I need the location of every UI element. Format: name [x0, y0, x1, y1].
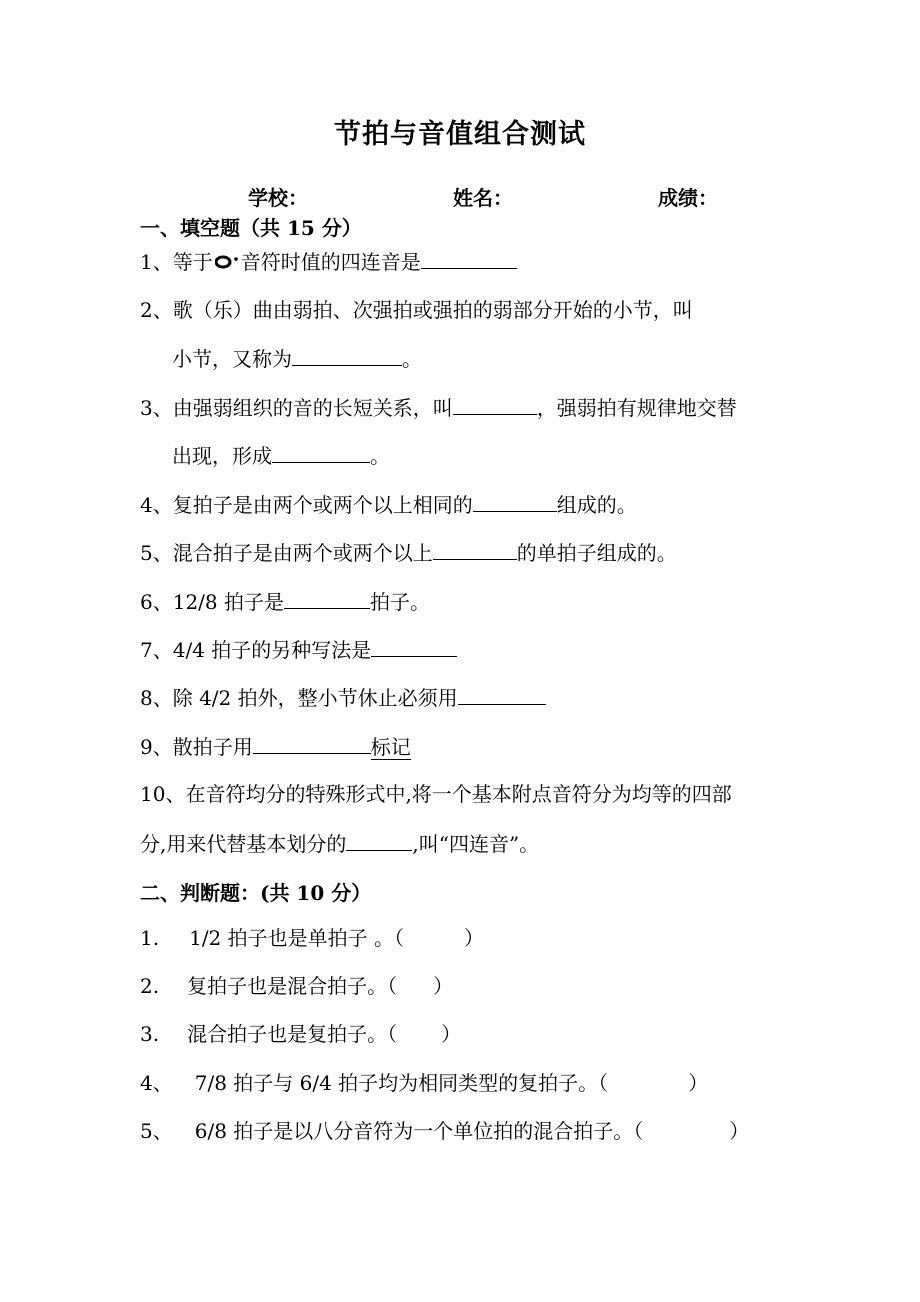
q5-text-before: 5、混合拍子是由两个或两个以上: [140, 541, 433, 565]
dotted-whole-note-icon: [213, 251, 241, 271]
question-7: [140, 636, 457, 663]
section1-heading: 一、填空题（共 15 分）: [140, 216, 362, 240]
question-9: [140, 733, 411, 760]
q3-line2-after: 。: [370, 444, 390, 468]
judge-item-1: [140, 925, 484, 951]
question-2-line2: [172, 345, 422, 372]
q3-text-before: 3、由强弱组织的音的长短关系，叫: [140, 396, 453, 420]
judge-item-close: ）: [688, 1071, 709, 1095]
question-6: [140, 588, 430, 615]
judge-item-text: 7/8 拍子与 6/4 拍子均为相同类型的复拍子。（: [194, 1071, 609, 1095]
q9-answer-blank[interactable]: [253, 733, 371, 754]
judge-item-close: ）: [729, 1119, 750, 1143]
q4-text-before: 4、复拍子是由两个或两个以上相同的: [140, 493, 473, 517]
judge-item-number: 2.: [140, 974, 160, 998]
q8-text-before: 8、除 4/2 拍外，整小节休止必须用: [140, 686, 458, 710]
q10-answer-blank[interactable]: [346, 830, 412, 851]
judge-item-text: 复拍子也是混合拍子。（: [187, 974, 398, 998]
question-8: [140, 684, 546, 711]
q2-text-before: 小节，又称为: [172, 347, 292, 371]
q10-text-before: 分,用来代替基本划分的: [140, 832, 347, 856]
school-label: 学校：: [248, 186, 308, 210]
judge-item-number: 5、: [140, 1119, 173, 1143]
q8-answer-blank[interactable]: [458, 684, 546, 705]
name-label: 姓名：: [453, 186, 513, 210]
judge-item-5: [140, 1118, 749, 1144]
q9-text-before: 9、散拍子用: [140, 735, 253, 759]
q6-answer-blank[interactable]: [284, 588, 370, 609]
judge-item-text: 1/2 拍子也是单拍子 。（: [189, 926, 404, 950]
judge-item-close: ）: [464, 926, 484, 950]
judge-item-3: [140, 1021, 461, 1047]
score-label: 成绩：: [658, 186, 718, 210]
question-4: [140, 491, 637, 518]
q6-text-before: 6、12/8 拍子是: [140, 590, 284, 614]
question-3-line2: [172, 442, 390, 469]
question-5: [140, 539, 677, 566]
judge-item-number: 3.: [140, 1022, 160, 1046]
judge-item-number: 1.: [140, 926, 160, 950]
q4-answer-blank[interactable]: [473, 491, 557, 512]
question-2-line1: 2、歌（乐）曲由弱拍、次强拍或强拍的弱部分开始的小节，叫: [140, 298, 693, 322]
judge-item-close: ）: [441, 1022, 462, 1046]
q2-text-after: 。: [402, 347, 422, 371]
q7-answer-blank[interactable]: [371, 636, 457, 657]
question-10-line1: 10、在音符均分的特殊形式中,将一个基本附点音符分为均等的四部: [140, 782, 732, 806]
q6-text-after: 拍子。: [370, 590, 430, 614]
q3-answer-blank-2[interactable]: [272, 442, 370, 463]
q3-text-after: ，强弱拍有规律地交替: [536, 396, 737, 420]
q4-text-after: 组成的。: [556, 493, 637, 517]
q9-text-after: 标记: [370, 735, 411, 759]
section2-heading: 二、判断题：(共 10 分）: [140, 881, 372, 905]
judge-item-number: 4、: [140, 1071, 173, 1095]
q3-answer-blank-1[interactable]: [453, 394, 537, 415]
q5-answer-blank[interactable]: [433, 539, 517, 560]
judge-item-4: [140, 1070, 708, 1096]
q1-text-before: 1、等于: [140, 250, 213, 274]
q5-text-after: 的单拍子组成的。: [516, 541, 677, 565]
q7-text-before: 7、4/4 拍子的另种写法是: [140, 638, 372, 662]
question-3-line1: [140, 394, 737, 421]
judge-item-close: ）: [433, 974, 454, 998]
q1-text-after: 音符时值的四连音是: [240, 250, 421, 274]
q1-answer-blank[interactable]: [421, 248, 517, 269]
judge-item-text: 混合拍子也是复拍子。（: [187, 1022, 398, 1046]
judge-item-2: [140, 973, 453, 999]
page-title: 节拍与音值组合测试: [334, 119, 586, 150]
q2-answer-blank[interactable]: [292, 345, 402, 366]
q3-line2-before: 出现，形成: [172, 444, 272, 468]
judge-item-text: 6/8 拍子是以八分音符为一个单位拍的混合拍子。（: [194, 1119, 644, 1143]
question-1: [140, 248, 517, 275]
q10-text-after: ,叫“四连音”。: [412, 832, 540, 856]
question-10-line2: [140, 830, 539, 857]
